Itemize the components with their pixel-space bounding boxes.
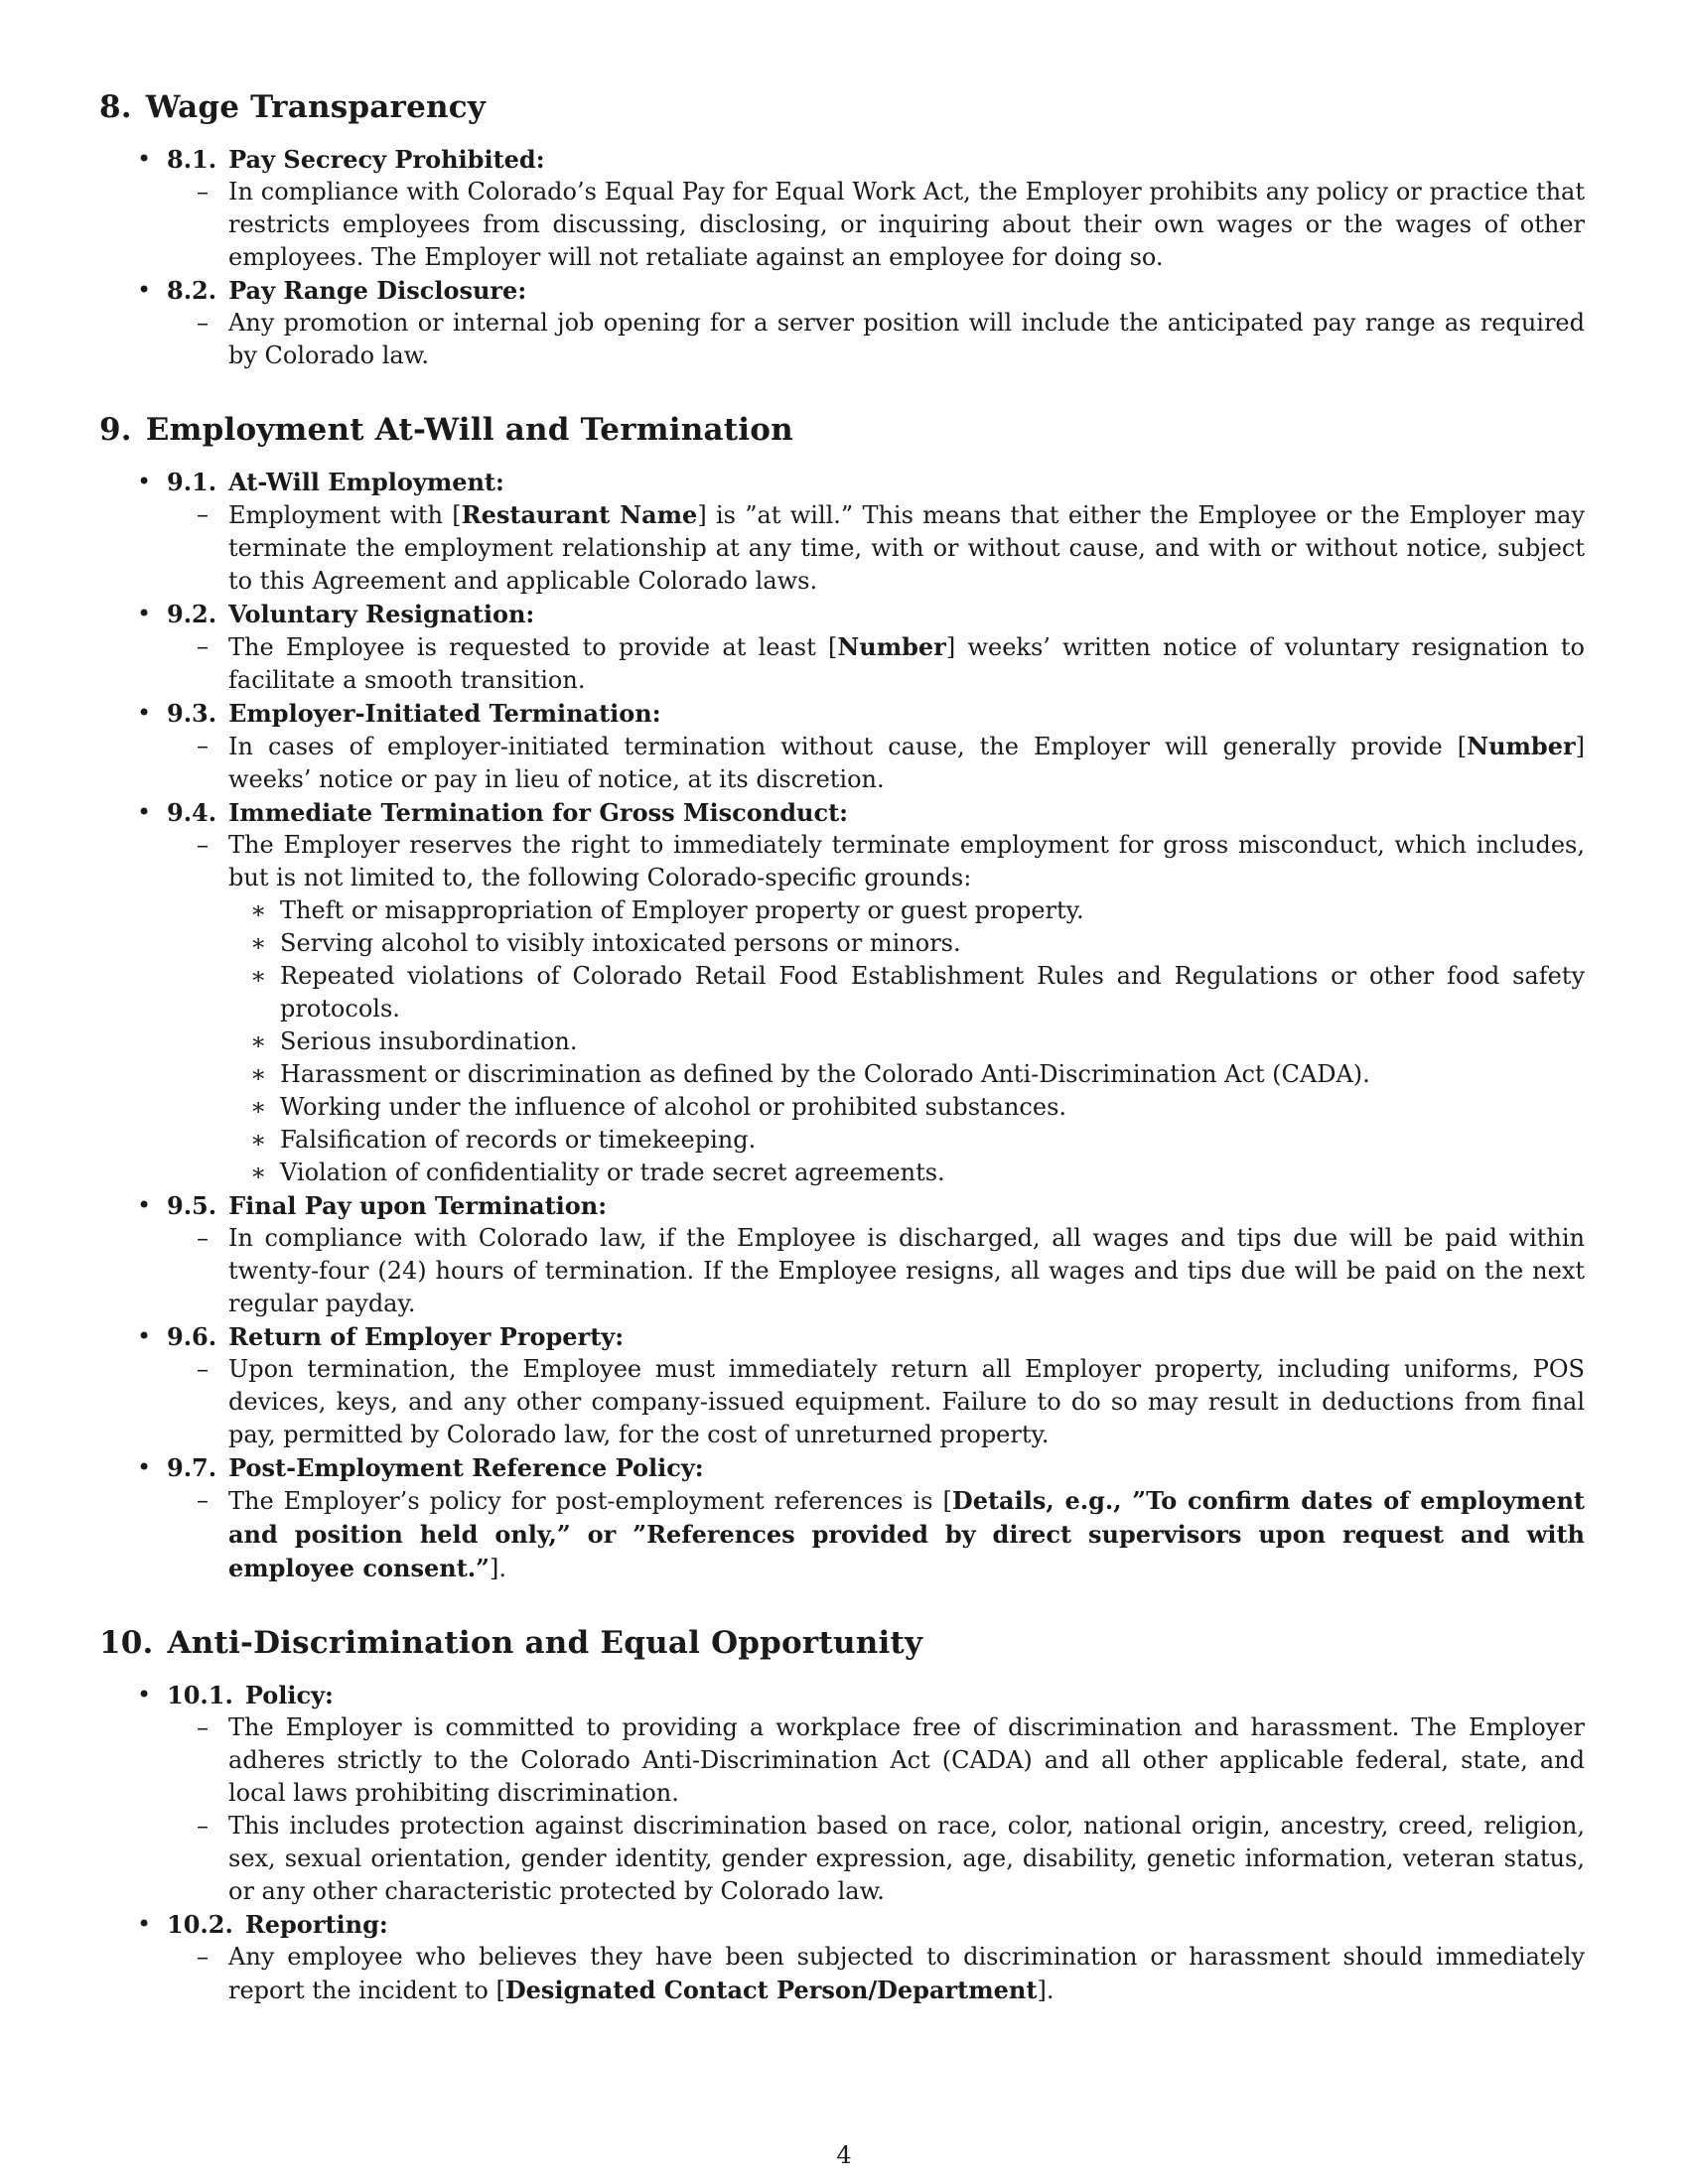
placeholder-field: Number xyxy=(1467,732,1576,760)
clause-heading-text: Pay Range Disclosure: xyxy=(228,276,527,305)
sub-list-item: ∗ Violation of confidentiality or trade secret agreements. xyxy=(228,1157,1585,1189)
clause-heading-text: Return of Employer Property: xyxy=(228,1322,625,1351)
section xyxy=(99,410,1589,1585)
page-number: 4 xyxy=(836,2141,852,2169)
clause-number: 9.7. xyxy=(167,1453,217,1482)
clause-heading-text: Final Pay upon Termination: xyxy=(228,1191,608,1220)
clause-body-list xyxy=(167,1353,1589,1451)
clause-heading xyxy=(167,796,1589,829)
clause-paragraph: – In compliance with Colorado law, if the Employee is discharged, all wages and tips due will be paid within twenty-four (24) hours of termination. If the Employee resigns, all wages and tips due will be paid on the next regular payday. xyxy=(167,1222,1589,1320)
section-title xyxy=(99,410,1589,450)
section-number: 8. xyxy=(99,89,132,125)
clause-item xyxy=(99,1908,1589,2007)
clause-paragraph: – The Employer reserves the right to immediately terminate employment for gross misconduct, which includes, but is not limited to, the following Colorado-specific grounds: ∗ Theft or misappropriation of Employer property or guest property. ∗ Serving alcohol to visibly intoxicated persons or minors. ∗ Repeated violations of Colorado Retail Food Establishment Rules and Regulations or other food safety protocols. ∗ Serious insubordination. ∗ Harassment or discrimination as defined by the Colorado Anti-Discrimination Act (CADA). ∗ Working under the influence of alcohol or prohibited substances. ∗ Falsification of records or timekeeping. ∗ Violation of confidentiality or trade secret agreements. xyxy=(167,829,1589,1189)
clause-item xyxy=(99,274,1589,372)
clause-heading xyxy=(167,598,1589,630)
clause-paragraph: – The Employer’s policy for post-employment references is [Details, e.g., ”To confirm dates of employment and position held only,” or ”References provided by direct supervisors upon request and with employee consent.”]. xyxy=(167,1484,1589,1585)
clause-heading xyxy=(167,1679,1589,1711)
clause-paragraph: – Any promotion or internal job opening for a server position will include the anticipated pay range as required by Colorado law. xyxy=(167,307,1589,372)
clause-number: 8.2. xyxy=(167,276,217,305)
clause-list xyxy=(99,1679,1589,2007)
clause-body-list xyxy=(167,1222,1589,1320)
clause-body-list xyxy=(167,498,1589,598)
clause-body-list xyxy=(167,1484,1589,1585)
clause-item xyxy=(99,1679,1589,1908)
clause-heading-text: Post-Employment Reference Policy: xyxy=(228,1453,704,1482)
placeholder-field: Restaurant Name xyxy=(461,500,698,529)
sub-list-item: ∗ Falsification of records or timekeeping. xyxy=(228,1124,1585,1157)
sub-list xyxy=(228,894,1585,1189)
section-number: 10. xyxy=(99,1625,154,1661)
clause-heading-text: Policy: xyxy=(244,1681,334,1709)
clause-number: 9.4. xyxy=(167,798,217,827)
clause-heading xyxy=(167,1320,1589,1353)
placeholder-field: Designated Contact Person/Department xyxy=(504,1976,1038,2004)
clause-body-list xyxy=(167,1941,1589,2007)
section-title-text: Employment At-Will and Termination xyxy=(145,412,793,448)
clause-number: 9.5. xyxy=(167,1191,217,1220)
clause-paragraph: – The Employer is committed to providing a workplace free of discrimination and harassment. The Employer adheres strictly to the Colorado Anti-Discrimination Act (CADA) and all other applicable federal, state, and local laws prohibiting discrimination. xyxy=(167,1711,1589,1810)
document-page xyxy=(99,87,1589,2045)
clause-body-list xyxy=(167,176,1589,274)
clause-list xyxy=(99,143,1589,372)
clause-heading-text: Employer-Initiated Termination: xyxy=(228,699,661,728)
clause-heading xyxy=(167,274,1589,307)
sub-list-item: ∗ Repeated violations of Colorado Retail Food Establishment Rules and Regulations or other food safety protocols. xyxy=(228,960,1585,1025)
section-title xyxy=(99,87,1589,127)
clause-paragraph: – Employment with [Restaurant Name] is ”at will.” This means that either the Employee or the Employer may terminate the employment relationship at any time, with or without cause, and with or without notice, subject to this Agreement and applicable Colorado laws. xyxy=(167,498,1589,598)
clause-heading-text: Immediate Termination for Gross Misconduct: xyxy=(228,798,849,827)
clause-paragraph: – Any employee who believes they have been subjected to discrimination or harassment should immediately report the incident to [Designated Contact Person/Department]. xyxy=(167,1941,1589,2007)
clause-heading xyxy=(167,143,1589,176)
clause-item xyxy=(99,466,1589,598)
clause-item xyxy=(99,796,1589,1189)
clause-heading-text: At-Will Employment: xyxy=(228,468,504,496)
clause-heading-text: Pay Secrecy Prohibited: xyxy=(228,145,545,174)
clause-paragraph: – In compliance with Colorado’s Equal Pay for Equal Work Act, the Employer prohibits any policy or practice that restricts employees from discussing, disclosing, or inquiring about their own wages or the wages of other employees. The Employer will not retaliate against an employee for doing so. xyxy=(167,176,1589,274)
section-number: 9. xyxy=(99,412,132,448)
clause-number: 9.1. xyxy=(167,468,217,496)
sub-list-item: ∗ Theft or misappropriation of Employer property or guest property. xyxy=(228,894,1585,927)
clause-item xyxy=(99,697,1589,796)
section xyxy=(99,1623,1589,2007)
clause-heading xyxy=(167,1908,1589,1941)
clause-number: 10.1. xyxy=(167,1681,233,1709)
clause-body-list xyxy=(167,829,1589,1189)
clause-heading xyxy=(167,466,1589,498)
placeholder-field: Number xyxy=(837,632,946,661)
clause-body-list xyxy=(167,730,1589,796)
placeholder-field: Details, e.g., ”To confirm dates of employment and position held only,” or ”References provided by direct supervisors upon request and with employee consent.” xyxy=(228,1486,1585,1582)
clause-item xyxy=(99,1451,1589,1585)
section-title-text: Wage Transparency xyxy=(145,89,487,125)
clause-heading xyxy=(167,697,1589,730)
clause-heading xyxy=(167,1189,1589,1222)
section xyxy=(99,87,1589,372)
clause-paragraph: – Upon termination, the Employee must immediately return all Employer property, including uniforms, POS devices, keys, and any other company-issued equipment. Failure to do so may result in deductions from final pay, permitted by Colorado law, for the cost of unreturned property. xyxy=(167,1353,1589,1451)
clause-number: 8.1. xyxy=(167,145,217,174)
clause-paragraph: – This includes protection against discrimination based on race, color, national origin, ancestry, creed, religion, sex, sexual orientation, gender identity, gender expression, age, disability, genetic information, veteran status, or any other characteristic protected by Colorado law. xyxy=(167,1810,1589,1908)
clause-paragraph: – The Employee is requested to provide at least [Number] weeks’ written notice of voluntary resignation to facilitate a smooth transition. xyxy=(167,630,1589,697)
section-title xyxy=(99,1623,1589,1663)
clause-body-list xyxy=(167,307,1589,372)
sub-list-item: ∗ Harassment or discrimination as defined by the Colorado Anti-Discrimination Act (CADA). xyxy=(228,1058,1585,1091)
clause-heading-text: Reporting: xyxy=(244,1910,388,1939)
clause-item xyxy=(99,598,1589,697)
clause-body-list xyxy=(167,1711,1589,1908)
clause-body-list xyxy=(167,630,1589,697)
sub-list-item: ∗ Serving alcohol to visibly intoxicated persons or minors. xyxy=(228,927,1585,960)
sub-list-item: ∗ Working under the influence of alcohol or prohibited substances. xyxy=(228,1091,1585,1124)
clause-number: 9.6. xyxy=(167,1322,217,1351)
clause-heading xyxy=(167,1451,1589,1484)
clause-heading-text: Voluntary Resignation: xyxy=(228,600,535,628)
sub-list-item: ∗ Serious insubordination. xyxy=(228,1025,1585,1058)
clause-number: 9.3. xyxy=(167,699,217,728)
clause-item xyxy=(99,1189,1589,1320)
clause-list xyxy=(99,466,1589,1585)
clause-number: 10.2. xyxy=(167,1910,233,1939)
clause-paragraph: – In cases of employer-initiated termination without cause, the Employer will generally provide [Number] weeks’ notice or pay in lieu of notice, at its discretion. xyxy=(167,730,1589,796)
clause-item xyxy=(99,143,1589,274)
clause-item xyxy=(99,1320,1589,1451)
clause-number: 9.2. xyxy=(167,600,217,628)
section-title-text: Anti-Discrimination and Equal Opportunity xyxy=(167,1625,923,1661)
